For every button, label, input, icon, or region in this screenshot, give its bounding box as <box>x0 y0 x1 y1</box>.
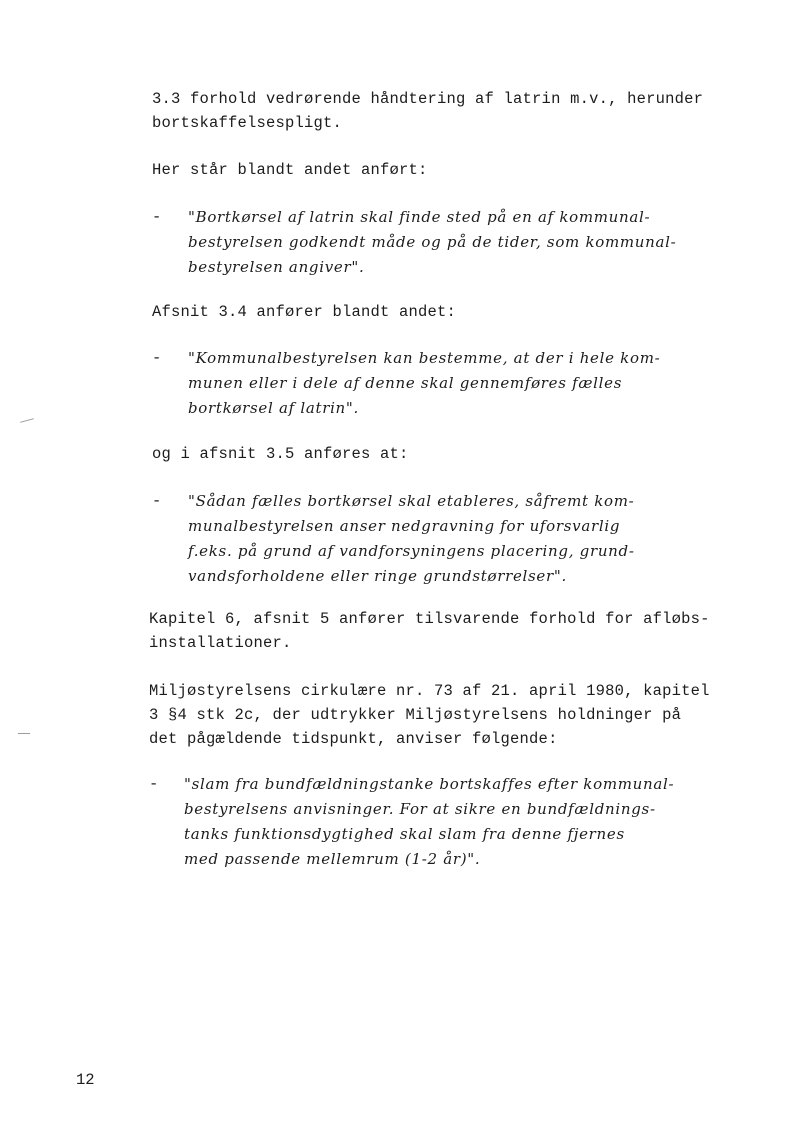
section-heading-line-1: 3.3 forhold vedrørende håndtering af latrin m.v., herunder <box>152 90 704 108</box>
intro-paragraph: Her står blandt andet anført: <box>152 161 428 179</box>
circular-paragraph-line-2: 3 §4 stk 2c, der udtrykker Miljøstyrelsens holdninger på <box>149 706 682 724</box>
quote-4-line-3: tanks funktionsdygtighed skal slam fra denne fjernes <box>184 825 625 843</box>
quote-4-line-4: med passende mellemrum (1-2 år)". <box>184 850 481 868</box>
circular-paragraph-line-3: det pågældende tidspunkt, anviser følgende: <box>149 730 558 748</box>
scan-mark <box>20 418 34 423</box>
quote-2-line-1: "Kommunalbestyrelsen kan bestemme, at der i hele kom- <box>188 349 661 367</box>
quote-2-line-2: munen eller i dele af denne skal gennemføres fælles <box>188 374 623 392</box>
quote-3-bullet: - <box>152 492 162 510</box>
quote-3-line-4: vandsforholdene eller ringe grundstørrelser". <box>188 567 567 585</box>
quote-1-line-1: "Bortkørsel af latrin skal finde sted på en af kommunal- <box>188 208 651 226</box>
scan-mark <box>18 733 30 734</box>
chapter-6-paragraph-line-1: Kapitel 6, afsnit 5 anfører tilsvarende forhold for afløbs- <box>149 610 710 628</box>
section-3-4-intro: Afsnit 3.4 anfører blandt andet: <box>152 303 457 321</box>
quote-1-line-3: bestyrelsen angiver". <box>188 258 365 276</box>
chapter-6-paragraph-line-2: installationer. <box>149 634 292 652</box>
quote-4-line-2: bestyrelsens anvisninger. For at sikre en bundfældnings- <box>184 800 656 818</box>
quote-3-line-1: "Sådan fælles bortkørsel skal etableres, såfremt kom- <box>188 492 635 510</box>
quote-4-bullet: - <box>149 775 159 793</box>
quote-3-line-2: munalbestyrelsen anser nedgravning for uforsvarlig <box>188 517 621 535</box>
quote-3-line-3: f.eks. på grund af vandforsyningens placering, grund- <box>188 542 635 560</box>
quote-1-line-2: bestyrelsen godkendt måde og på de tider, som kommunal- <box>188 233 677 251</box>
section-heading-line-2: bortskaffelsespligt. <box>152 114 343 132</box>
circular-paragraph-line-1: Miljøstyrelsens cirkulære nr. 73 af 21. april 1980, kapitel <box>149 682 710 700</box>
page-number: 12 <box>76 1071 95 1089</box>
quote-2-bullet: - <box>152 349 162 367</box>
section-3-5-intro: og i afsnit 3.5 anføres at: <box>152 445 409 463</box>
quote-1-bullet: - <box>152 208 162 226</box>
quote-4-line-1: "slam fra bundfældningstanke bortskaffes efter kommunal- <box>184 775 675 793</box>
quote-2-line-3: bortkørsel af latrin". <box>188 399 359 417</box>
